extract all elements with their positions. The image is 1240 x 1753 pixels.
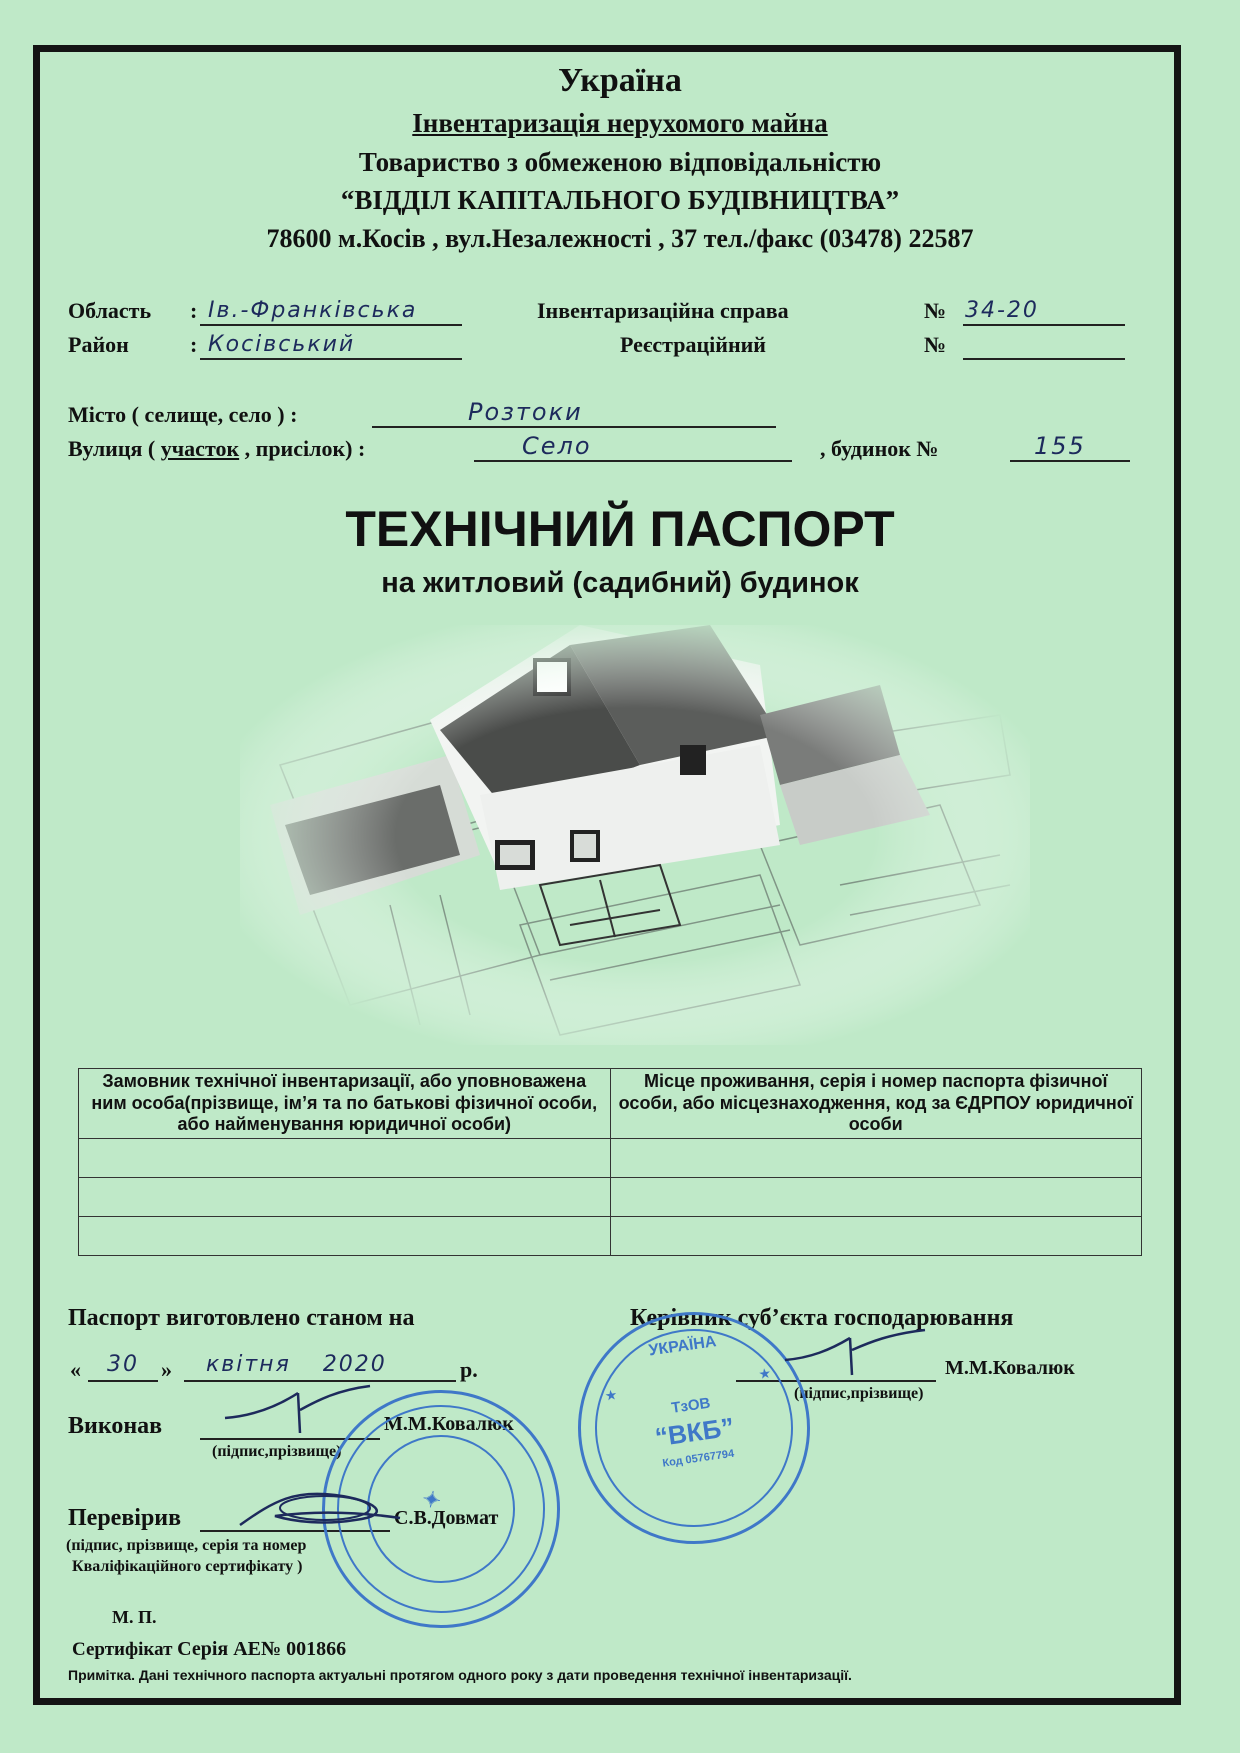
subtitle: [0, 108, 1240, 139]
district-label: Район: [68, 332, 129, 357]
reg-no-field: [963, 332, 1125, 360]
case-label: Інвентаризаційна справа: [537, 298, 789, 323]
mp-label: М. П.: [112, 1607, 157, 1627]
city-field: [372, 398, 776, 428]
table-row: [79, 1177, 1142, 1216]
date-day-field: [88, 1352, 158, 1382]
table-row: [79, 1138, 1142, 1177]
certificate: [72, 1638, 346, 1661]
cert-label: Сертифікат: [72, 1639, 173, 1660]
stamp-abbr: “ВКБ”: [653, 1411, 736, 1453]
district-colon: :: [190, 332, 198, 357]
document-subtitle: на житловий (садибний) будинок: [381, 567, 859, 599]
cert-value: Серія АЕ№ 001866: [177, 1638, 347, 1660]
street-value: Село: [522, 432, 592, 460]
region-field: [200, 298, 462, 326]
table-cell: [610, 1216, 1142, 1255]
country-title: Україна: [558, 62, 682, 99]
date-open: «: [70, 1357, 81, 1382]
org-address: 78600 м.Косів , вул.Незалежності , 37 тел./факс (03478) 22587: [266, 224, 974, 253]
stamp-star-icon: ★: [604, 1387, 618, 1403]
house-illustration: [240, 625, 1030, 1045]
executed-name: М.М.Ковалюк: [384, 1413, 514, 1435]
case-no-value: 34-20: [965, 298, 1039, 323]
region-value: Ів.-Франківська: [208, 298, 418, 323]
checked-caption-2: Кваліфікаційного сертифікату ): [72, 1558, 303, 1575]
date-month: квітня: [206, 1352, 291, 1377]
table-cell: [610, 1138, 1142, 1177]
city-value: Розтоки: [468, 398, 583, 426]
street-label-part1: Вулиця (: [68, 436, 161, 461]
reg-no-label: №: [924, 332, 947, 357]
stamp-code: Код 05767794: [661, 1447, 735, 1470]
footnote: Примітка. Дані технічного паспорта актуальні протягом одного року з дати проведення технічної інвентаризації.: [68, 1667, 852, 1683]
stamp-trident-icon: ✦: [420, 1485, 443, 1514]
city-label: Місто ( селище, село ) :: [68, 402, 298, 427]
made-label: Паспорт виготовлено станом на: [68, 1305, 415, 1331]
district-field: [200, 332, 462, 360]
checked-label: Перевірив: [68, 1505, 182, 1531]
org-type: Товариство з обмеженою відповідальністю: [358, 147, 882, 177]
date-close: »: [161, 1357, 172, 1382]
stamp-country: УКРАЇНА: [647, 1333, 718, 1360]
org-name: “ВІДДІЛ КАПІТАЛЬНОГО БУДІВНИЦТВА”: [340, 185, 900, 215]
region-label: Область: [68, 298, 152, 323]
table-cell: [610, 1177, 1142, 1216]
head-caption: (підпис,прізвище): [794, 1385, 924, 1402]
subtitle-text: Інвентаризація нерухомого майна: [412, 108, 828, 138]
date-day: 30: [107, 1352, 139, 1377]
head-label: Керівник суб’єкта господарювання: [630, 1305, 1014, 1331]
case-no-label: №: [924, 298, 947, 323]
house-field: [1010, 432, 1130, 462]
document-title: ТЕХНІЧНИЙ ПАСПОРТ: [345, 501, 895, 557]
checked-signature: [235, 1470, 405, 1540]
owners-table: [78, 1068, 1142, 1256]
table-cell: [79, 1216, 611, 1255]
checked-name: С.В.Довмат: [394, 1507, 499, 1529]
checked-caption-1: (підпис, прізвище, серія та номер: [66, 1537, 307, 1554]
street-label: [68, 436, 365, 462]
house-label: , будинок №: [820, 436, 939, 461]
head-name: М.М.Ковалюк: [945, 1357, 1075, 1379]
executed-label: Виконав: [68, 1413, 163, 1439]
table-header-customer: Замовник технічної інвентаризації, або уповноважена ним особа(прізвище, ім’я та по батькові фізичної особи, або найменування юридичної особи): [79, 1069, 611, 1139]
case-no-field: [963, 298, 1125, 326]
head-signature: [780, 1320, 930, 1380]
executed-signature: [220, 1378, 380, 1438]
reg-label: Реєстраційний: [620, 332, 766, 357]
house-value: 155: [1034, 432, 1086, 460]
stamp-type: ТзОВ: [670, 1394, 712, 1417]
region-colon: :: [190, 298, 198, 323]
table-header-address: Місце проживання, серія і номер паспорта фізичної особи, або місцезнаходження, код за ЄДРПОУ юридичної особи: [610, 1069, 1142, 1139]
table-cell: [79, 1177, 611, 1216]
street-field: [474, 432, 792, 462]
street-label-underlined: участок: [160, 436, 240, 461]
stamp-star-icon: ★: [758, 1365, 772, 1382]
table-row: [79, 1216, 1142, 1255]
date-suffix: р.: [460, 1357, 478, 1382]
street-label-part2: , присілок) :: [239, 436, 366, 461]
table-header-row: [79, 1069, 1142, 1139]
executed-caption: (підпис,прізвище): [212, 1443, 342, 1460]
district-value: Косівський: [208, 332, 356, 357]
table-cell: [79, 1138, 611, 1177]
date-year: 2020: [322, 1352, 387, 1377]
